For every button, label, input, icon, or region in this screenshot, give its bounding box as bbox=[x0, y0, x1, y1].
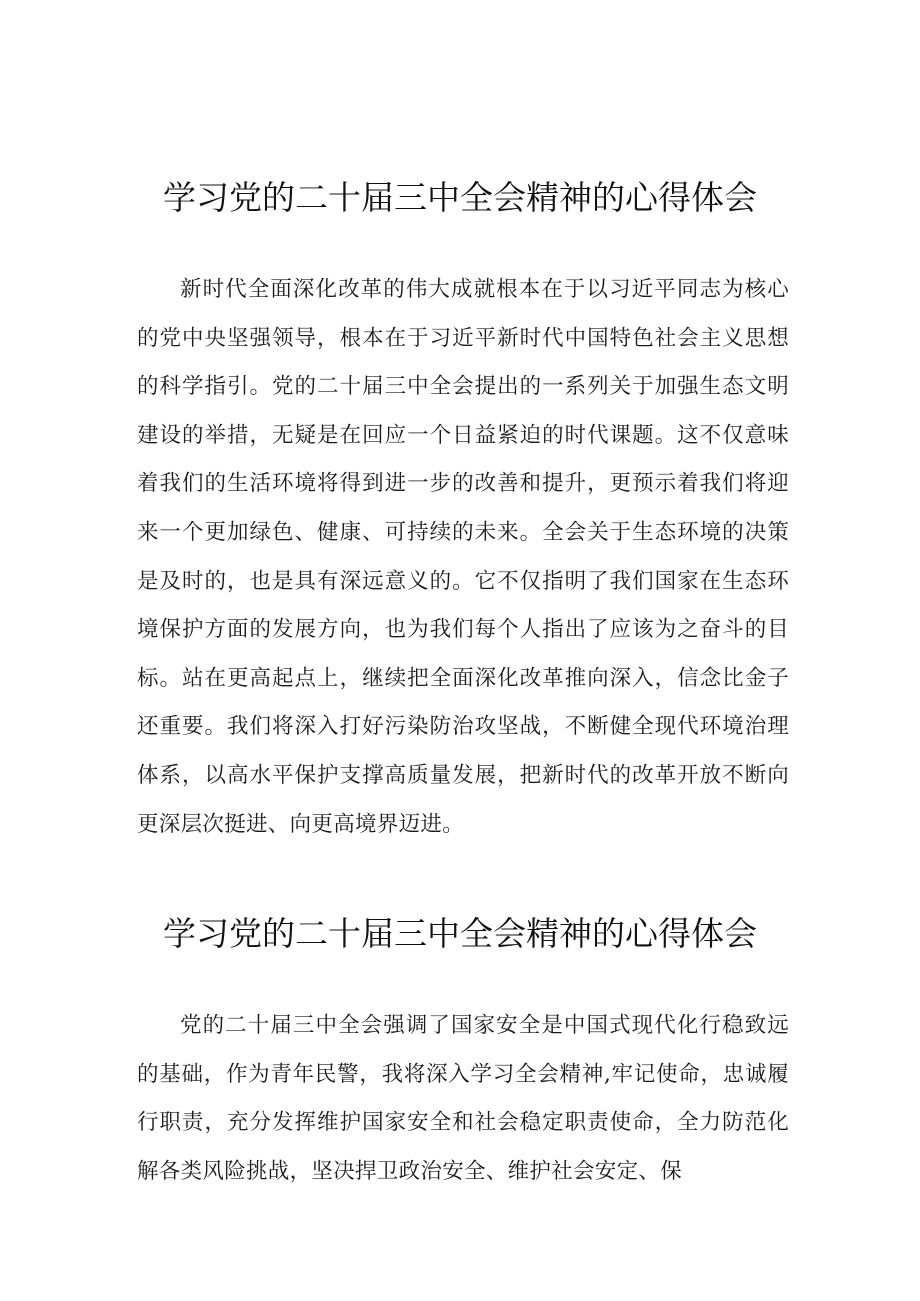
section-1-title: 学习党的二十届三中全会精神的心得体会 bbox=[163, 178, 757, 217]
section-2-title: 学习党的二十届三中全会精神的心得体会 bbox=[163, 914, 757, 953]
section-1-body: 新时代全面深化改革的伟大成就根本在于以习近平同志为核心的党中央坚强领导，根本在于习近平新时代中国特色社会主义思想的科学指引。党的二十届三中全会提出的一系列关于加强生态文明建设的举措，无疑是在回应一个日益紧迫的时代课题。这不仅意味着我们的生活环境将得到进一步的改善和提升，更预示着我们将迎来一个更加绿色、健康、可持续的未来。全会关于生态环境的决策是及时的，也是具有深远意义的。它不仅指明了我们国家在生态环境保护方面的发展方向，也为我们每个人指出了应该为之奋斗的目标。站在更高起点上，继续把全面深化改革推向深入，信念比金子还重要。我们将深入打好污染防治攻坚战，不断健全现代环境治理体系，以高水平保护支撑高质量发展，把新时代的改革开放不断向更深层次挺进、向更高境界迈进。 bbox=[137, 277, 789, 837]
section-2-body: 党的二十届三中全会强调了国家安全是中国式现代化行稳致远的基础，作为青年民警，我将深入学习全会精神,牢记使命，忠诚履行职责，充分发挥维护国家安全和社会稳定职责使命，全力防范化解各类风险挑战，坚决捍卫政治安全、维护社会安定、保 bbox=[137, 1013, 789, 1184]
